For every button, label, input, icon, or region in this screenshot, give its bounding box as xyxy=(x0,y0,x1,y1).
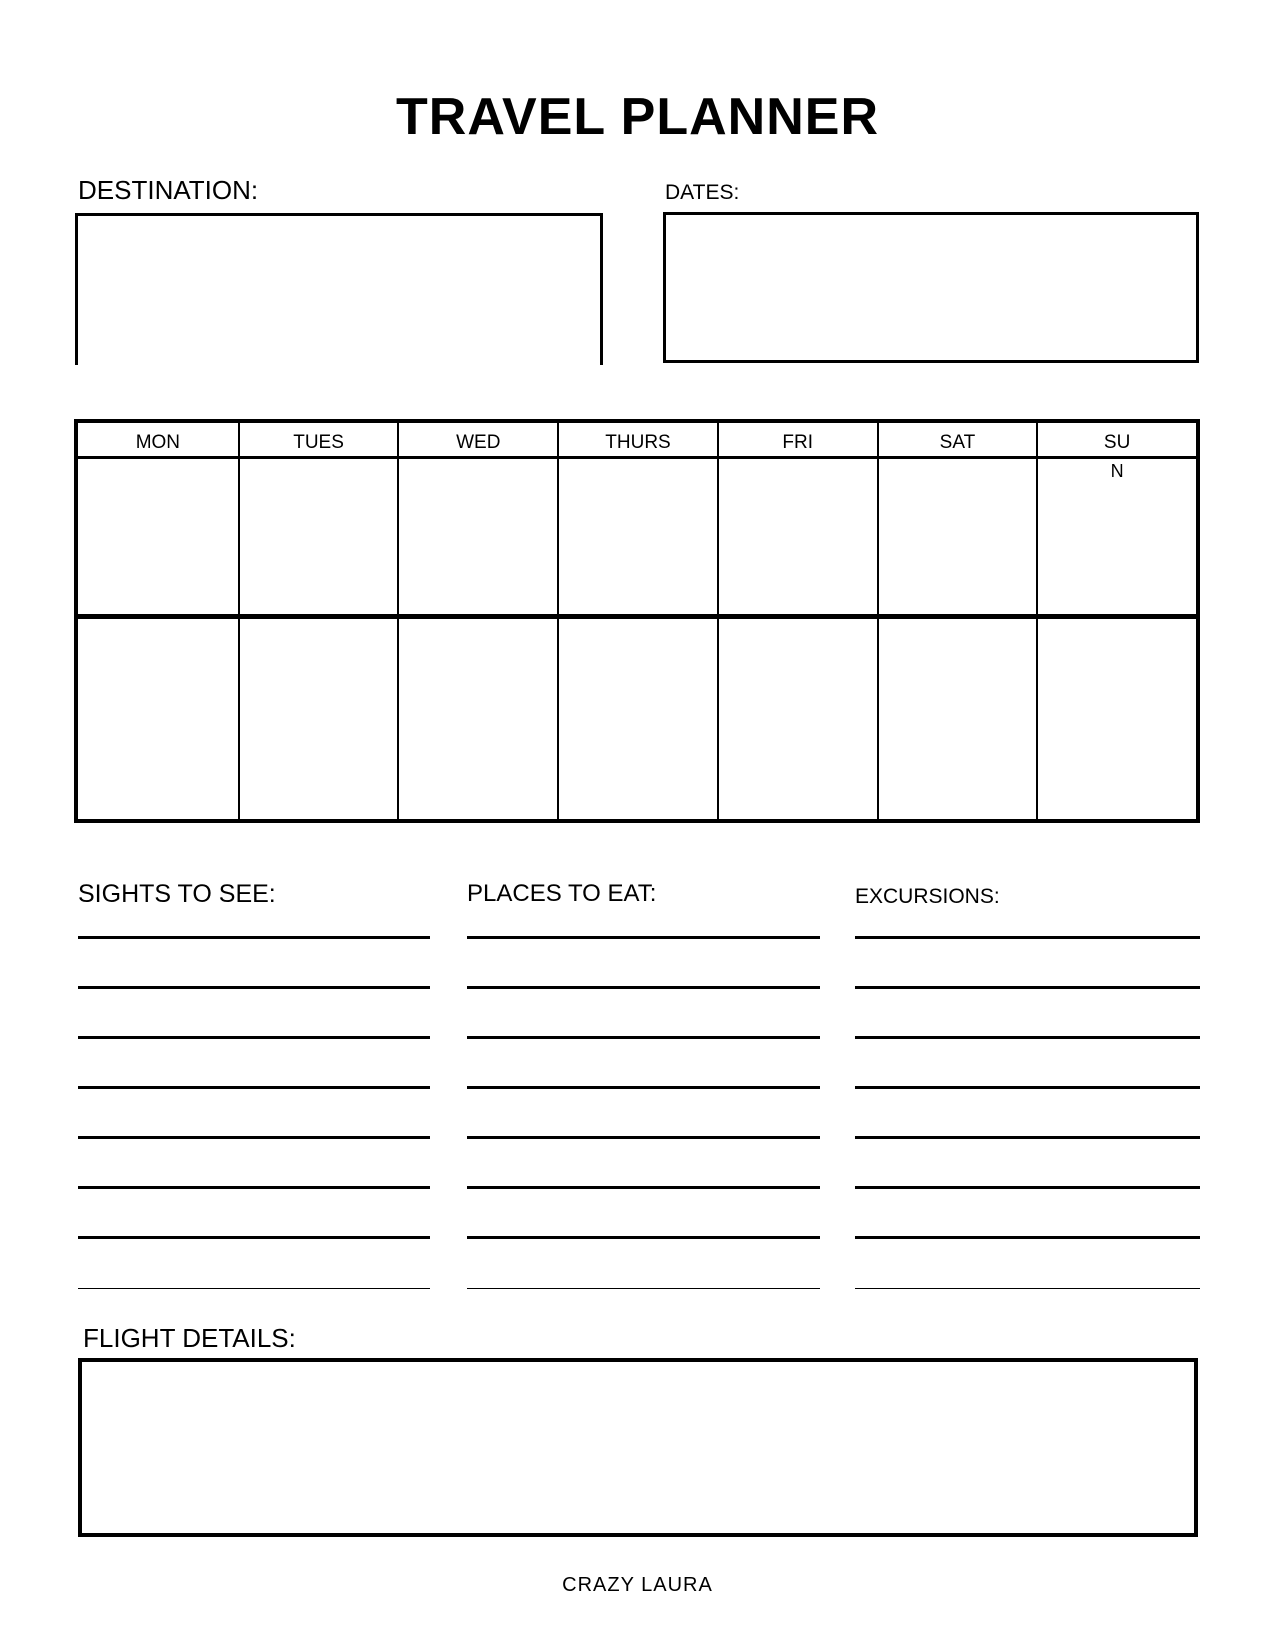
destination-input-box[interactable] xyxy=(75,213,603,365)
weekday-header-sun xyxy=(1036,423,1196,481)
week-table xyxy=(74,419,1200,823)
write-line[interactable] xyxy=(78,1036,430,1039)
write-line[interactable] xyxy=(467,936,820,939)
write-line[interactable] xyxy=(467,1086,820,1089)
write-line[interactable] xyxy=(855,1236,1200,1239)
write-line[interactable] xyxy=(855,1288,1200,1289)
day-cell[interactable] xyxy=(717,459,877,619)
sights-to-see-lines xyxy=(78,936,430,1289)
dates-label: DATES: xyxy=(665,181,740,204)
day-cell[interactable] xyxy=(717,619,877,819)
excursions-section xyxy=(855,880,1200,1292)
day-cell[interactable] xyxy=(877,619,1037,819)
flight-details-input-box[interactable] xyxy=(78,1358,1198,1537)
write-line[interactable] xyxy=(467,1288,820,1289)
places-to-eat-label: PLACES TO EAT: xyxy=(467,880,657,907)
weekday-header-sat: SAT xyxy=(877,423,1037,459)
write-line[interactable] xyxy=(855,1136,1200,1139)
write-line[interactable] xyxy=(78,986,430,989)
write-line[interactable] xyxy=(855,1186,1200,1189)
write-line[interactable] xyxy=(467,1186,820,1189)
write-line[interactable] xyxy=(78,936,430,939)
excursions-lines xyxy=(855,936,1200,1289)
day-cell[interactable] xyxy=(397,619,557,819)
day-cell[interactable] xyxy=(1036,619,1196,819)
sun-wrap-line1: SU xyxy=(1103,432,1131,454)
write-line[interactable] xyxy=(467,1136,820,1139)
write-line[interactable] xyxy=(78,1186,430,1189)
footer-brand: CRAZY LAURA xyxy=(562,1574,713,1596)
sun-wrap-line2: N xyxy=(1110,461,1124,481)
weekday-header-mon: MON xyxy=(78,423,238,459)
day-cell[interactable] xyxy=(238,459,398,619)
sights-to-see-label: SIGHTS TO SEE: xyxy=(78,880,276,908)
write-line[interactable] xyxy=(467,1036,820,1039)
sights-to-see-section xyxy=(78,880,430,1292)
weekday-header-thurs: THURS xyxy=(557,423,717,459)
weekday-header-wed: WED xyxy=(397,423,557,459)
write-line[interactable] xyxy=(855,1086,1200,1089)
dates-input-box[interactable] xyxy=(663,212,1199,363)
places-to-eat-lines xyxy=(467,936,820,1289)
day-cell[interactable] xyxy=(557,619,717,819)
page-title: TRAVEL PLANNER xyxy=(396,88,879,146)
write-line[interactable] xyxy=(467,1236,820,1239)
day-cell[interactable] xyxy=(238,619,398,819)
write-line[interactable] xyxy=(78,1236,430,1239)
write-line[interactable] xyxy=(78,1136,430,1139)
write-line[interactable] xyxy=(855,986,1200,989)
weekday-header-tues: TUES xyxy=(238,423,398,459)
write-line[interactable] xyxy=(855,936,1200,939)
flight-details-label: FLIGHT DETAILS: xyxy=(83,1323,296,1353)
write-line[interactable] xyxy=(467,986,820,989)
day-cell[interactable] xyxy=(397,459,557,619)
write-line[interactable] xyxy=(78,1086,430,1089)
weekday-header-fri: FRI xyxy=(717,423,877,459)
day-cell[interactable] xyxy=(557,459,717,619)
day-cell[interactable] xyxy=(877,459,1037,619)
excursions-label: EXCURSIONS: xyxy=(855,885,1000,908)
write-line[interactable] xyxy=(855,1036,1200,1039)
write-line[interactable] xyxy=(78,1288,430,1289)
day-cell[interactable] xyxy=(1036,459,1196,619)
day-cell[interactable] xyxy=(78,619,238,819)
day-cell[interactable] xyxy=(78,459,238,619)
places-to-eat-section xyxy=(467,880,820,1292)
destination-label: DESTINATION: xyxy=(78,175,259,205)
